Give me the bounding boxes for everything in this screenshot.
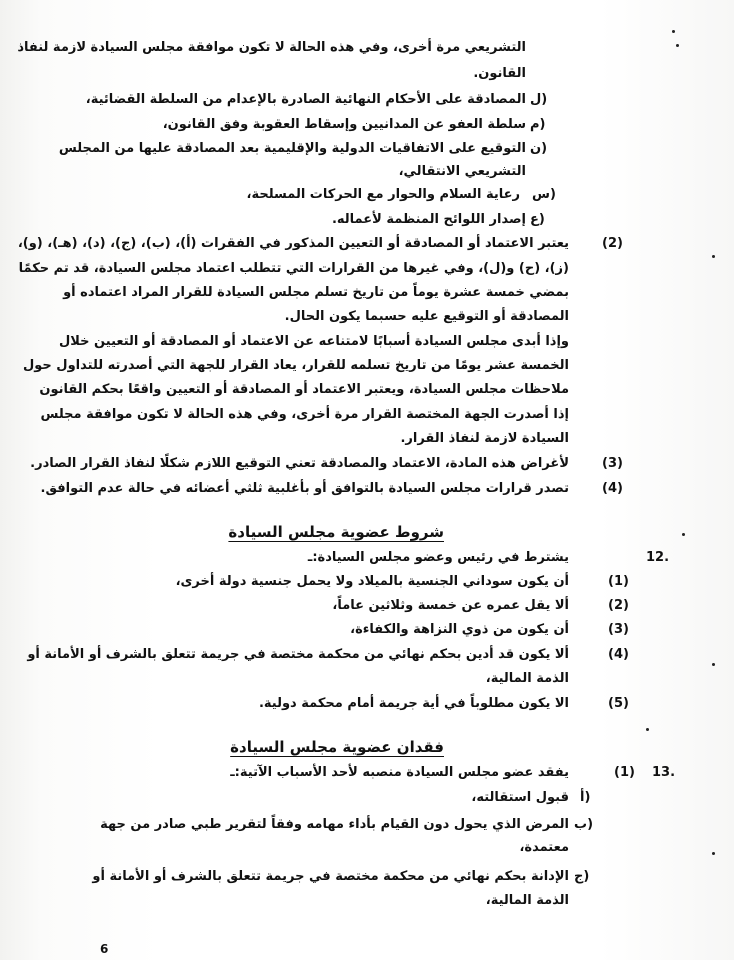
item-marker: (4) (608, 647, 629, 662)
text-line: قبول استقالته، (471, 790, 569, 805)
item-marker: (ب (574, 817, 594, 832)
text-line: يعتبر الاعتماد أو المصادقة أو التعيين المذكور في الفقرات (أ)، (ب)، (ج)، (د)، (هـ)، (و)، (17, 236, 569, 251)
item-marker: .12 (646, 550, 670, 565)
item-marker: (1) (608, 574, 629, 589)
text-line: وإذا أبدى مجلس السيادة أسبابًا لامتناعه عن الاعتماد أو المصادقة أو التعيين خلال (59, 334, 569, 349)
text-line: الا يكون مطلوباً في أية جريمة أمام محكمة دولية. (258, 696, 569, 711)
text-line: القانون. (473, 66, 526, 81)
text-line: رعاية السلام والحوار مع الحركات المسلحة، (246, 187, 520, 202)
text-line: التشريعي مرة أخرى، وفي هذه الحالة لا تكون موافقة مجلس السيادة لازمة لنفاذ (17, 40, 526, 55)
page-number: 6 (100, 942, 109, 956)
item-marker: (2) (608, 598, 629, 613)
scan-speck (712, 852, 715, 855)
item-marker: (ل (530, 92, 548, 107)
text-line: المصادقة على الأحكام النهائية الصادرة بالإعدام من السلطة القضائية، (85, 92, 526, 107)
text-line: تصدر قرارات مجلس السيادة بالتوافق أو بأغلبية ثلثي أعضائه في حالة عدم التوافق. (40, 481, 569, 496)
text-line: يشترط في رئيس وعضو مجلس السيادة:ـ (307, 550, 569, 565)
scan-speck (712, 663, 715, 666)
text-line: الإدانة بحكم نهائي من محكمة مختصة في جريمة تتعلق بالشرف أو الأمانة أو (92, 869, 569, 884)
section-heading: شروط عضوية مجلس السيادة (228, 523, 444, 541)
text-line: الذمة المالية، (485, 893, 569, 908)
item-marker: (ج (574, 869, 590, 884)
item-marker: (ع (530, 212, 545, 227)
item-marker: (ن (530, 141, 548, 156)
section-heading: فقدان عضوية مجلس السيادة (230, 738, 444, 756)
item-marker: (4) (602, 481, 623, 496)
text-line: بمضي خمسة عشرة يوماً من تاريخ تسلم مجلس السيادة للقرار المراد اعتماده أو (63, 285, 569, 300)
item-marker: (م (530, 117, 546, 132)
text-line: سلطة العفو عن المدانيين وإسقاط العقوبة وفق القانون، (162, 117, 526, 132)
text-line: الذمة المالية، (485, 671, 569, 686)
scan-speck (682, 533, 685, 536)
item-marker: (2) (602, 236, 623, 251)
item-marker: (3) (602, 456, 623, 471)
text-line: أن يكون سوداني الجنسية بالميلاد ولا يحمل جنسية دولة أخرى، (175, 574, 569, 589)
text-line: المصادقة أو التوقيع عليه حسبما يكون الحال. (284, 309, 569, 324)
scan-speck (646, 728, 649, 731)
item-marker: (أ (580, 790, 591, 805)
text-line: المرض الذي يحول دون القيام بأداء مهامه وفقاً لتقرير طبي صادر من جهة (100, 817, 569, 832)
scan-speck (672, 30, 675, 33)
text-line: ألا يقل عمره عن خمسة وثلاثين عاماً، (332, 598, 569, 613)
text-line: أن يكون من ذوي النزاهة والكفاءة، (350, 622, 569, 637)
text-line: ألا يكون قد أدين بحكم نهائي من محكمة مختصة في جريمة تتعلق بالشرف أو الأمانة أو (27, 647, 569, 662)
item-marker: .13 (652, 765, 676, 780)
item-marker: (3) (608, 622, 629, 637)
text-line: ملاحظات مجلس السيادة، ويعتبر الاعتماد أو المصادقة أو التعيين واقعًا بحكم القانون (39, 382, 569, 397)
text-line: لأغراض هذه المادة، الاعتماد والمصادقة تعني التوقيع اللازم شكلًا لنفاذ القرار الصادر. (30, 456, 569, 471)
text-line: السيادة لازمة لنفاذ القرار. (400, 431, 569, 446)
text-line: التشريعي الانتقالي، (398, 164, 526, 179)
item-marker: (5) (608, 696, 629, 711)
text-line: الخمسة عشر يومًا من تاريخ تسلمه للقرار، يعاد القرار للجهة التي أصدرته للتداول حول (22, 358, 569, 373)
text-line: (ز)، (ح) و(ل)، وفي غيرها من القرارات التي تتطلب اعتماد مجلس السيادة، قد تم حكمًا (18, 261, 569, 276)
scan-speck (712, 255, 715, 258)
text-line: إصدار اللوائح المنظمة لأعماله. (331, 212, 526, 227)
text-line: يفقد عضو مجلس السيادة منصبه لأحد الأسباب الآتية:ـ (230, 765, 569, 780)
text-line: إذا أصدرت الجهة المختصة القرار مرة أخرى، وفي هذه الحالة لا تكون موافقة مجلس (40, 407, 569, 422)
scan-speck (676, 44, 679, 47)
item-marker: (س (532, 187, 556, 202)
item-marker: (1) (614, 765, 635, 780)
text-line: معتمدة، (519, 840, 569, 855)
text-line: التوقيع على الاتفاقيات الدولية والإقليمية بعد المصادقة عليها من المجلس (58, 141, 526, 156)
